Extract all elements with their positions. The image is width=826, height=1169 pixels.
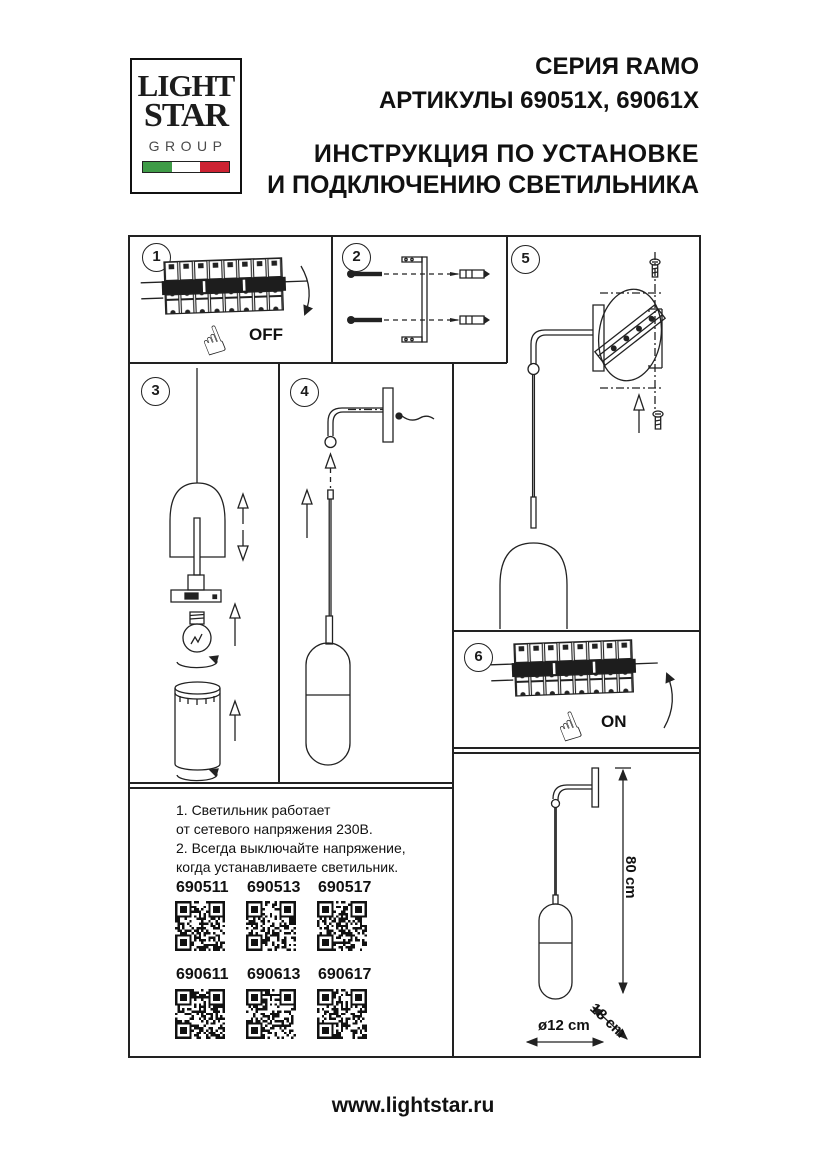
qr-code bbox=[317, 901, 367, 951]
article-label: 690613 bbox=[247, 966, 301, 983]
article-label: 690517 bbox=[318, 879, 372, 896]
grid-line bbox=[331, 235, 333, 363]
articles-title: АРТИКУЛЫ 69051X, 69061X bbox=[378, 86, 699, 114]
wall-plate bbox=[383, 388, 393, 442]
qr-code bbox=[246, 989, 296, 1039]
screw-icon bbox=[653, 411, 663, 429]
lightstar-logo bbox=[130, 58, 242, 194]
logo-word-star: STAR bbox=[143, 97, 229, 134]
height-dimension-label: 80 cm bbox=[622, 856, 639, 899]
wire-detail bbox=[396, 413, 434, 420]
qr-code bbox=[175, 989, 225, 1039]
step-4-number: 4 bbox=[290, 378, 319, 407]
logo-word-light: LIGHT bbox=[137, 68, 235, 103]
grid-line bbox=[699, 235, 701, 1058]
screw-icon bbox=[347, 316, 458, 324]
lamp-rod bbox=[553, 808, 558, 905]
insert-up-arrow-icon bbox=[326, 454, 336, 488]
grid-line bbox=[278, 362, 280, 783]
ball-joint bbox=[325, 437, 336, 448]
off-label: OFF bbox=[249, 325, 283, 344]
qr-code bbox=[175, 901, 225, 951]
turn-off-arrow-icon bbox=[301, 266, 309, 314]
turn-on-arrow-icon bbox=[664, 674, 672, 728]
grid-line bbox=[452, 630, 701, 632]
socket-plate bbox=[171, 575, 221, 602]
on-label: ON bbox=[601, 712, 627, 731]
mounting-bracket bbox=[402, 257, 427, 342]
grid-line bbox=[128, 362, 507, 364]
panel6-drawing bbox=[458, 636, 696, 752]
flag-green-stripe bbox=[143, 162, 172, 172]
hand-pointer-icon: ☝ bbox=[194, 316, 233, 366]
qr-code bbox=[317, 989, 367, 1039]
website-url: www.lightstar.ru bbox=[331, 1094, 495, 1117]
note-line-2: от сетевого напряжения 230В. bbox=[176, 821, 373, 837]
capsule-shade bbox=[306, 643, 350, 765]
step-3-number: 3 bbox=[141, 377, 170, 406]
instruction-title-line1: ИНСТРУКЦИЯ ПО УСТАНОВКЕ bbox=[313, 140, 699, 169]
grid-line bbox=[452, 362, 454, 1058]
depth-dimension-label: 18 cm bbox=[586, 1000, 630, 1042]
up-arrow-icon bbox=[302, 490, 312, 538]
italian-flag-icon bbox=[142, 161, 230, 173]
lamp-arm bbox=[553, 785, 592, 800]
flag-white-stripe bbox=[172, 162, 201, 172]
grid-line bbox=[128, 1056, 701, 1058]
capsule-shade bbox=[539, 904, 572, 999]
lamp-arm bbox=[328, 408, 383, 436]
article-label: 690611 bbox=[176, 966, 229, 983]
qr-code bbox=[246, 901, 296, 951]
note-line-1: 1. Светильник работает bbox=[176, 802, 331, 818]
insert-up-arrow-icon bbox=[634, 395, 644, 433]
step-5-number: 5 bbox=[511, 245, 540, 274]
article-label: 690617 bbox=[318, 966, 372, 983]
lamp-arm bbox=[531, 330, 593, 365]
up-arrow-icon bbox=[230, 701, 240, 741]
series-title: СЕРИЯ RAMO bbox=[535, 53, 699, 80]
grid-line bbox=[128, 787, 454, 789]
panel5-drawing bbox=[455, 238, 698, 629]
logo-word-group: GROUP bbox=[148, 138, 228, 154]
header-titles bbox=[267, 53, 699, 199]
grid-line bbox=[452, 752, 701, 754]
circuit-breaker-diagram bbox=[140, 257, 309, 315]
wall-plate bbox=[592, 768, 599, 807]
note-line-4: когда устанавливаете светильник. bbox=[176, 859, 399, 875]
lamp-rod bbox=[326, 490, 333, 644]
rotate-arrow-icon bbox=[177, 659, 217, 668]
flag-red-stripe bbox=[200, 162, 229, 172]
glass-cylinder-shade bbox=[175, 682, 220, 770]
panel4-drawing bbox=[282, 366, 450, 780]
article-label: 690513 bbox=[247, 879, 301, 896]
light-bulb-icon bbox=[183, 612, 211, 652]
note-line-3: 2. Всегда выключайте напряжение, bbox=[176, 840, 406, 856]
panel1-drawing bbox=[138, 248, 323, 366]
step-1-number: 1 bbox=[142, 243, 171, 272]
up-arrow-icon bbox=[230, 604, 240, 646]
ball-joint bbox=[552, 800, 560, 808]
diameter-dimension-label: ø12 cm bbox=[538, 1017, 590, 1034]
panel3-drawing bbox=[130, 366, 278, 780]
screw-icon bbox=[347, 270, 458, 278]
hand-pointer-icon: ☝ bbox=[550, 702, 589, 752]
up-down-arrow-icon bbox=[238, 494, 248, 560]
grid-line bbox=[128, 235, 701, 237]
rotate-arrowhead bbox=[210, 656, 218, 663]
dimensions-drawing bbox=[455, 755, 698, 1055]
rotate-arrowhead bbox=[210, 769, 218, 776]
article-label: 690511 bbox=[176, 879, 229, 896]
step-2-number: 2 bbox=[342, 243, 371, 272]
instruction-title-line2: И ПОДКЛЮЧЕНИЮ СВЕТИЛЬНИКА bbox=[267, 170, 699, 199]
ball-joint bbox=[528, 364, 539, 375]
dome-shade bbox=[500, 543, 567, 629]
circuit-breaker-diagram bbox=[490, 639, 659, 697]
grid-line bbox=[128, 782, 454, 784]
inner-rod bbox=[194, 518, 200, 575]
lamp-rod bbox=[531, 375, 536, 529]
rotate-arrow-icon bbox=[177, 772, 217, 781]
step-6-number: 6 bbox=[464, 643, 493, 672]
